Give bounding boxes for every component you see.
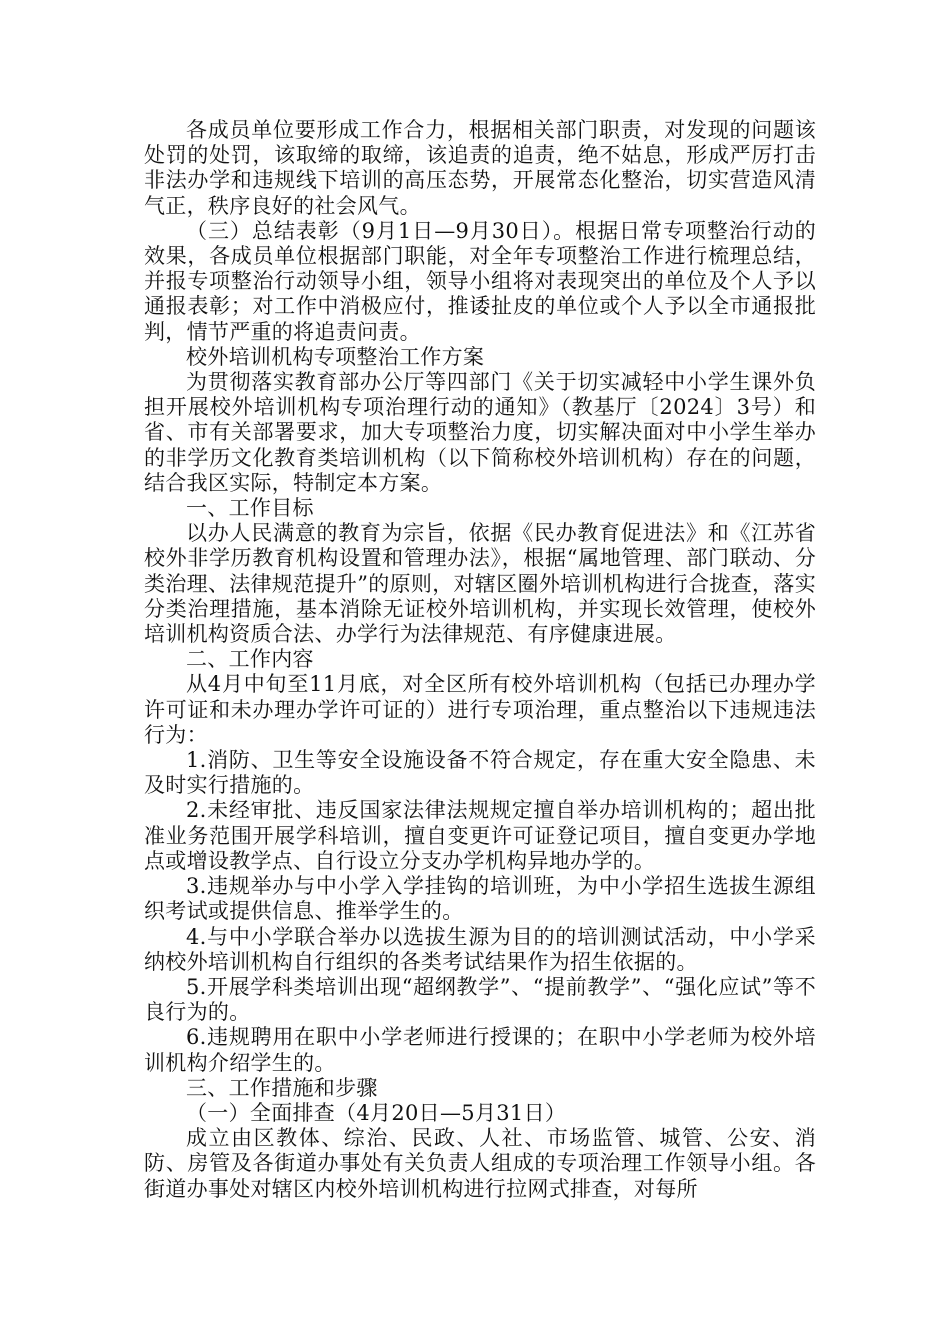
section-heading-content: 二、工作内容 bbox=[186, 647, 314, 672]
plan-title: 校外培训机构专项整治工作方案 bbox=[186, 344, 485, 369]
paragraph-content-intro: 从4月中旬至11月底，对全区所有校外培训机构（包括已办理办学许可证和未办理办学许可证的）进行专项治理，重点整治以下违规违法行为： bbox=[144, 672, 816, 747]
list-item-3: 3.违规举办与中小学入学挂钩的培训班，为中小学招生选拔生源组织考试或提供信息、推举学生的。 bbox=[144, 874, 816, 924]
list-item-5: 5.开展学科类培训出现“超纲教学”、“提前教学”、“强化应试”等不良行为的。 bbox=[144, 974, 816, 1025]
section-heading-goals: 一、工作目标 bbox=[186, 496, 314, 521]
list-item-6: 6.违规聘用在职中小学老师进行授课的；在职中小学老师为校外培训机构介绍学生的。 bbox=[144, 1025, 816, 1075]
list-item-4: 4.与中小学联合举办以选拔生源为目的的培训测试活动，中小学采纳校外培训机构自行组织的各类考试结果作为招生依据的。 bbox=[144, 924, 816, 974]
section-heading-measures: 三、工作措施和步骤 bbox=[186, 1075, 378, 1100]
paragraph-summary-commendation: （三）总结表彰（9月1日—9月30日）。根据日常专项整治行动的效果，各成员单位根据部门职能，对全年专项整治工作进行梳理总结，并报专项整治行动领导小组，领导小组将对表现突出的单位及个人予以通报表彰；对工作中消极应付，推诿扯皮的单位或个人予以全市通报批判，情节严重的将追责问责。 bbox=[144, 218, 816, 344]
list-item-1: 1.消防、卫生等安全设施设备不符合规定，存在重大安全隐患、未及时实行措施的。 bbox=[144, 748, 816, 798]
paragraph-inspection: 成立由区教体、综治、民政、人社、市场监管、城管、公安、消防、房管及各街道办事处有关负责人组成的专项治理工作领导小组。各街道办事处对辖区内校外培训机构进行拉网式排查，对每所 bbox=[144, 1126, 816, 1201]
paragraph-enforcement: 各成员单位要形成工作合力，根据相关部门职责，对发现的问题该处罚的处罚，该取缔的取缔，该追责的追责，绝不姑息，形成严厉打击非法办学和违规线下培训的高压态势，开展常态化整治，切实营造风清气正，秩序良好的社会风气。 bbox=[144, 118, 816, 218]
document-body bbox=[144, 118, 816, 1202]
list-item-2: 2.未经审批、违反国家法律法规规定擅自举办培训机构的；超出批准业务范围开展学科培训，擅自变更许可证登记项目，擅自变更办学地点或增设教学点、自行设立分支办学机构异地办学的。 bbox=[144, 798, 816, 873]
paragraph-goals: 以办人民满意的教育为宗旨，依据《民办教育促进法》和《江苏省校外非学历教育机构设置和管理办法》，根据“属地管理、部门联动、分类治理、法律规范提升”的原则，对辖区圈外培训机构进行合拢查，落实分类治理措施，基本消除无证校外培训机构，并实现长效管理，使校外培训机构资质合法、办学行为法律规范、有序健康进展。 bbox=[144, 521, 816, 647]
paragraph-preamble: 为贯彻落实教育部办公厅等四部门《关于切实减轻中小学生课外负担开展校外培训机构专项治理行动的通知》（教基厅〔2024〕3号）和省、市有关部署要求，加大专项整治力度，切实解决面对中小学生举办的非学历文化教育类培训机构（以下简称校外培训机构）存在的问题，结合我区实际，特制定本方案。 bbox=[144, 370, 816, 495]
subsection-heading-inspection: （一）全面排查（4月20日—5月31日） bbox=[186, 1100, 567, 1125]
